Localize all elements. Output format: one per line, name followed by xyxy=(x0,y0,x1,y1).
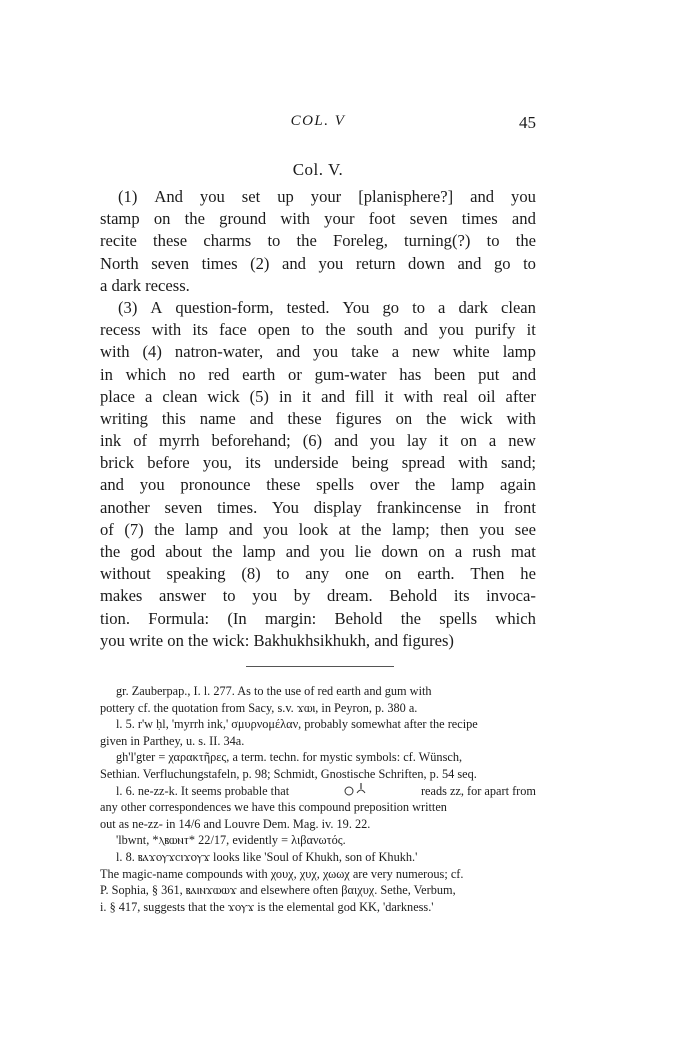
body-line: you write on the wick: Bakhukhsikhukh, and figures) xyxy=(100,630,454,650)
body-line: ink of myrrh beforehand; (6) and you lay it on a new xyxy=(100,431,536,451)
footnote-line: Sethian. Verfluchungstafeln, p. 98; Schmidt, Gnostische Schriften, p. 54 seq. xyxy=(100,766,477,781)
body-line: recite these charms to the Foreleg, turning(?) to the xyxy=(100,231,536,251)
body-line: and you pronounce these spells over the lamp again xyxy=(100,475,536,495)
footnote-line: gh'l'gter = χαρακτῆρες, a term. techn. for mystic symbols: cf. Wünsch, xyxy=(116,750,463,765)
body-line: a dark recess. xyxy=(100,275,190,295)
body-line: the god about the lamp and you lie down on a rush mat xyxy=(100,542,536,561)
section-heading: Col. V. xyxy=(292,160,344,179)
running-title: COL. V xyxy=(290,113,346,129)
body-line: brick before you, its underside being spread with sand; xyxy=(100,453,536,473)
body-line: another seven times. You display frankincense in front xyxy=(100,497,536,517)
body-line: makes answer to you by dream. Behold its invoca- xyxy=(100,586,536,606)
footnote-line: The magic-name compounds with χουχ, χυχ, χωωχ are very numerous; cf. xyxy=(100,866,464,881)
body-line: place a clean wick (5) in it and fill it with real oil after xyxy=(100,386,536,406)
body-line: (3) A question-form, tested. You go to a dark clean xyxy=(118,297,536,317)
body-line: of (7) the lamp and you look at the lamp; then you see xyxy=(100,519,536,539)
body-line: recess with its face open to the south and you purify it xyxy=(100,320,536,340)
footnote-divider xyxy=(246,666,394,667)
body-line: stamp on the ground with your foot seven times and xyxy=(100,209,536,229)
body-text xyxy=(100,186,536,652)
footnote-line: i. § 417, suggests that the ϫⲟⲩϫ is the elemental god KK, 'darkness.' xyxy=(100,899,434,914)
demotic-sign-icon xyxy=(342,783,368,797)
footnote-line: pottery cf. the quotation from Sacy, s.v. ϫⲱⲓ, in Peyron, p. 380 a. xyxy=(100,700,418,715)
footnote-line: l. 5. r'w ḥl, 'myrrh ink,' σμυρνομέλαν, probably somewhat after the recipe xyxy=(116,717,478,732)
body-line: in which no red earth or gum-water has been put and xyxy=(100,364,536,384)
body-line: without speaking (8) to any one on earth. Then he xyxy=(100,564,536,584)
page-number: 45 xyxy=(519,113,536,132)
footnotes xyxy=(100,683,536,915)
footnote-line: 'lbwnt, *ⲗⲃⲱⲛⲧ* 22/17, evidently = λιβανωτός. xyxy=(116,833,346,848)
body-line: writing this name and these figures on the wick with xyxy=(100,408,536,428)
footnote-line: P. Sophia, § 361, ⲃⲁⲓⲛϫⲱⲱϫ and elsewhere often βαιχυχ. Sethe, Verbum, xyxy=(100,883,456,898)
footnote-line: given in Parthey, u. s. II. 34a. xyxy=(100,733,245,748)
footnote-line: l. 6. ne-zz-k. It seems probable that reads zz, for apart from xyxy=(116,783,536,798)
body-line: tion. Formula: (In margin: Behold the spells which xyxy=(100,608,536,628)
body-line: North seven times (2) and you return down and go to xyxy=(100,253,536,273)
footnote-line: any other correspondences we have this compound preposition written xyxy=(100,800,447,815)
footnote-line: gr. Zauberpap., I. l. 277. As to the use of red earth and gum with xyxy=(116,684,432,698)
footnote-line: l. 8. ⲃⲁϫⲟⲩϫⲥⲓϫⲟⲩϫ looks like 'Soul of Khukh, son of Khukh.' xyxy=(116,849,418,864)
running-head xyxy=(100,113,536,137)
body-line: with (4) natron-water, and you take a new white lamp xyxy=(100,342,536,362)
body-line: (1) And you set up your [planisphere?] and you xyxy=(118,187,536,206)
footnote-line: out as ne-zz- in 14/6 and Louvre Dem. Mag. iv. 19. 22. xyxy=(100,816,371,831)
